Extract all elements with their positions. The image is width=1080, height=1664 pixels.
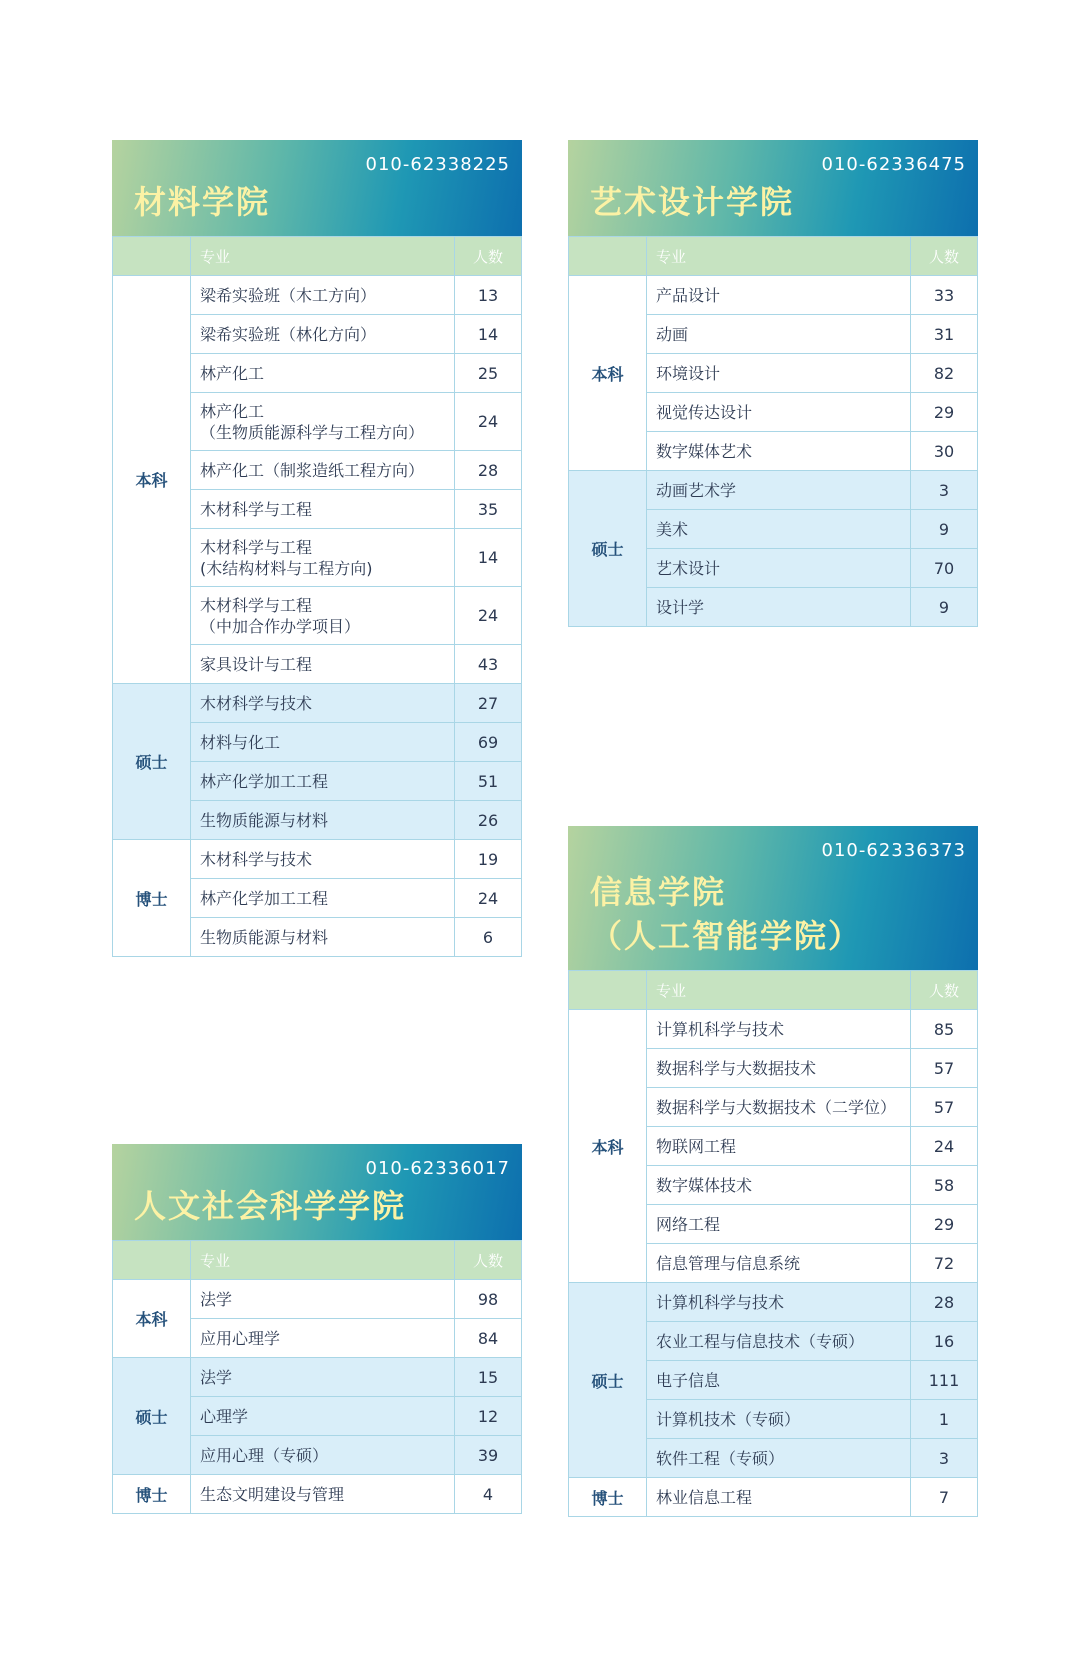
major-name xyxy=(191,1358,455,1397)
table-header-row xyxy=(113,1241,522,1280)
enrollment-count: 29 xyxy=(911,1205,978,1244)
major-name-line: 数字媒体艺术 xyxy=(656,441,753,461)
enrollment-count: 43 xyxy=(455,645,522,684)
enrollment-count: 24 xyxy=(455,879,522,918)
enrollment-count: 24 xyxy=(455,587,522,645)
enrollment-count: 6 xyxy=(455,918,522,957)
major-name-line: 软件工程（专硕） xyxy=(656,1448,785,1468)
major-name xyxy=(191,276,455,315)
major-name-line: 数字媒体技术 xyxy=(656,1175,753,1195)
degree-level: 本科 xyxy=(569,1010,647,1283)
major-name-line: 应用心理学 xyxy=(200,1328,281,1348)
enrollment-count: 84 xyxy=(455,1319,522,1358)
major-name xyxy=(191,840,455,879)
major-name xyxy=(647,1088,911,1127)
header-blank xyxy=(113,1241,191,1280)
table-header-row xyxy=(569,971,978,1010)
enrollment-count: 9 xyxy=(911,510,978,549)
college-phone: 010-62336475 xyxy=(821,154,966,175)
major-name xyxy=(647,1166,911,1205)
major-name-line: 设计学 xyxy=(656,597,705,617)
header-count: 人数 xyxy=(911,971,978,1010)
major-name xyxy=(647,276,911,315)
major-name xyxy=(191,879,455,918)
enrollment-count: 33 xyxy=(911,276,978,315)
major-name xyxy=(647,432,911,471)
enrollment-count: 4 xyxy=(455,1475,522,1514)
header-count: 人数 xyxy=(911,237,978,276)
major-name-line: 数据科学与大数据技术（二学位） xyxy=(656,1097,897,1117)
major-name-line: 心理学 xyxy=(200,1406,249,1426)
enrollment-count: 39 xyxy=(455,1436,522,1475)
major-name-line: (木结构材料与工程方向) xyxy=(200,558,373,578)
enrollment-table xyxy=(112,1240,522,1514)
enrollment-count: 82 xyxy=(911,354,978,393)
college-banner xyxy=(568,826,978,970)
major-name xyxy=(647,1478,911,1517)
major-name xyxy=(647,1127,911,1166)
degree-level: 硕士 xyxy=(569,471,647,627)
major-name-line: 视觉传达设计 xyxy=(656,402,753,422)
enrollment-table xyxy=(568,236,978,627)
major-name-line: 艺术设计 xyxy=(656,558,721,578)
major-name-line: （中加合作办学项目） xyxy=(200,616,361,636)
major-name xyxy=(191,1475,455,1514)
major-name xyxy=(647,588,911,627)
major-name-line: 林业信息工程 xyxy=(656,1487,753,1507)
major-name xyxy=(647,315,911,354)
major-name-line: 数据科学与大数据技术 xyxy=(656,1058,817,1078)
enrollment-count: 9 xyxy=(911,588,978,627)
major-name-line: （生物质能源科学与工程方向） xyxy=(200,422,425,442)
enrollment-count: 25 xyxy=(455,354,522,393)
header-major: 专业 xyxy=(647,971,911,1010)
major-name xyxy=(191,490,455,529)
major-name-line: 计算机技术（专硕） xyxy=(656,1409,801,1429)
table-row xyxy=(113,1280,522,1319)
table-header-row xyxy=(113,237,522,276)
table-row xyxy=(113,1475,522,1514)
enrollment-count: 15 xyxy=(455,1358,522,1397)
enrollment-count: 35 xyxy=(455,490,522,529)
table-row xyxy=(569,1283,978,1322)
table-row xyxy=(113,840,522,879)
enrollment-count: 14 xyxy=(455,529,522,587)
major-name xyxy=(191,918,455,957)
enrollment-count: 3 xyxy=(911,1439,978,1478)
header-major: 专业 xyxy=(191,237,455,276)
enrollment-count: 28 xyxy=(455,451,522,490)
major-name xyxy=(191,354,455,393)
major-name xyxy=(191,684,455,723)
major-name-line: 木材科学与技术 xyxy=(200,849,313,869)
major-name xyxy=(647,1400,911,1439)
major-name-line: 生物质能源与材料 xyxy=(200,810,329,830)
enrollment-count: 24 xyxy=(911,1127,978,1166)
college-name xyxy=(590,870,862,958)
major-name-line: 法学 xyxy=(200,1289,233,1309)
major-name-line: 林产化学加工工程 xyxy=(200,771,329,791)
major-name-line: 电子信息 xyxy=(656,1370,721,1390)
table-row xyxy=(113,1358,522,1397)
table-row xyxy=(113,276,522,315)
college-name-line: 艺术设计学院 xyxy=(590,183,795,221)
enrollment-count: 1 xyxy=(911,1400,978,1439)
college-card-humanities xyxy=(112,1144,522,1514)
college-banner xyxy=(568,140,978,236)
degree-level: 硕士 xyxy=(569,1283,647,1478)
enrollment-count: 111 xyxy=(911,1361,978,1400)
major-name-line: 木材科学与工程 xyxy=(200,499,313,519)
enrollment-count: 3 xyxy=(911,471,978,510)
degree-level: 博士 xyxy=(113,1475,191,1514)
enrollment-count: 26 xyxy=(455,801,522,840)
table-row xyxy=(569,471,978,510)
major-name-line: 网络工程 xyxy=(656,1214,721,1234)
enrollment-count: 72 xyxy=(911,1244,978,1283)
major-name xyxy=(647,1205,911,1244)
college-banner xyxy=(112,140,522,236)
degree-level: 本科 xyxy=(569,276,647,471)
enrollment-count: 7 xyxy=(911,1478,978,1517)
major-name-line: 木材科学与技术 xyxy=(200,693,313,713)
header-major: 专业 xyxy=(647,237,911,276)
major-name xyxy=(647,1322,911,1361)
major-name-line: 物联网工程 xyxy=(656,1136,737,1156)
header-blank xyxy=(113,237,191,276)
degree-level: 本科 xyxy=(113,276,191,684)
major-name-line: 农业工程与信息技术（专硕） xyxy=(656,1331,865,1351)
major-name xyxy=(191,1319,455,1358)
table-header-row xyxy=(569,237,978,276)
college-name xyxy=(590,180,794,224)
enrollment-count: 70 xyxy=(911,549,978,588)
major-name-line: 动画艺术学 xyxy=(656,480,737,500)
major-name xyxy=(191,529,455,587)
enrollment-count: 51 xyxy=(455,762,522,801)
enrollment-count: 57 xyxy=(911,1049,978,1088)
header-count: 人数 xyxy=(455,1241,522,1280)
major-name xyxy=(647,549,911,588)
college-name-line: 信息学院 xyxy=(590,873,727,911)
major-name-line: 林产化学加工工程 xyxy=(200,888,329,908)
header-count: 人数 xyxy=(455,237,522,276)
major-name xyxy=(647,1244,911,1283)
major-name xyxy=(191,801,455,840)
enrollment-count: 13 xyxy=(455,276,522,315)
major-name-line: 梁希实验班（木工方向） xyxy=(200,285,377,305)
table-row xyxy=(569,276,978,315)
college-name-line: 人文社会科学学院 xyxy=(134,1187,407,1225)
major-name xyxy=(191,315,455,354)
major-name-line: 木材科学与工程 xyxy=(200,537,313,557)
major-name xyxy=(191,587,455,645)
college-card-materials xyxy=(112,140,522,957)
enrollment-count: 57 xyxy=(911,1088,978,1127)
enrollment-count: 27 xyxy=(455,684,522,723)
major-name-line: 家具设计与工程 xyxy=(200,654,313,674)
major-name-line: 林产化工 xyxy=(200,401,265,421)
enrollment-count: 85 xyxy=(911,1010,978,1049)
header-major: 专业 xyxy=(191,1241,455,1280)
major-name-line: 环境设计 xyxy=(656,363,721,383)
enrollment-count: 30 xyxy=(911,432,978,471)
degree-level: 博士 xyxy=(113,840,191,957)
major-name xyxy=(647,510,911,549)
college-card-art-design xyxy=(568,140,978,627)
table-row xyxy=(113,684,522,723)
major-name-line: 产品设计 xyxy=(656,285,721,305)
major-name xyxy=(647,1283,911,1322)
major-name-line: 生态文明建设与管理 xyxy=(200,1484,345,1504)
major-name-line: 信息管理与信息系统 xyxy=(656,1253,801,1273)
major-name xyxy=(191,1280,455,1319)
major-name xyxy=(191,393,455,451)
table-row xyxy=(569,1478,978,1517)
table-row xyxy=(569,1010,978,1049)
college-name-line: 材料学院 xyxy=(134,183,271,221)
degree-level: 本科 xyxy=(113,1280,191,1358)
major-name xyxy=(191,645,455,684)
enrollment-table xyxy=(112,236,522,957)
major-name-line: 梁希实验班（林化方向） xyxy=(200,324,377,344)
major-name xyxy=(191,723,455,762)
major-name-line: 美术 xyxy=(656,519,689,539)
major-name-line: 林产化工 xyxy=(200,363,265,383)
enrollment-count: 29 xyxy=(911,393,978,432)
major-name-line: 材料与化工 xyxy=(200,732,281,752)
major-name xyxy=(647,471,911,510)
major-name xyxy=(191,762,455,801)
college-name-subline: （人工智能学院） xyxy=(590,917,863,955)
enrollment-count: 16 xyxy=(911,1322,978,1361)
major-name-line: 计算机科学与技术 xyxy=(656,1292,785,1312)
major-name-line: 计算机科学与技术 xyxy=(656,1019,785,1039)
enrollment-count: 69 xyxy=(455,723,522,762)
college-phone: 010-62336373 xyxy=(821,840,966,861)
enrollment-count: 24 xyxy=(455,393,522,451)
major-name-line: 法学 xyxy=(200,1367,233,1387)
major-name xyxy=(647,393,911,432)
major-name xyxy=(647,1361,911,1400)
major-name-line: 木材科学与工程 xyxy=(200,595,313,615)
college-name xyxy=(134,180,270,224)
major-name-line: 林产化工（制浆造纸工程方向） xyxy=(200,460,425,480)
major-name xyxy=(647,1049,911,1088)
major-name-line: 生物质能源与材料 xyxy=(200,927,329,947)
major-name xyxy=(191,451,455,490)
enrollment-count: 58 xyxy=(911,1166,978,1205)
college-card-information xyxy=(568,826,978,1517)
header-blank xyxy=(569,971,647,1010)
header-blank xyxy=(569,237,647,276)
degree-level: 硕士 xyxy=(113,1358,191,1475)
enrollment-count: 19 xyxy=(455,840,522,879)
enrollment-count: 12 xyxy=(455,1397,522,1436)
enrollment-count: 98 xyxy=(455,1280,522,1319)
degree-level: 博士 xyxy=(569,1478,647,1517)
enrollment-table xyxy=(568,970,978,1517)
major-name xyxy=(191,1397,455,1436)
major-name-line: 动画 xyxy=(656,324,689,344)
major-name xyxy=(647,354,911,393)
major-name xyxy=(191,1436,455,1475)
major-name-line: 应用心理（专硕） xyxy=(200,1445,329,1465)
major-name xyxy=(647,1439,911,1478)
major-name xyxy=(647,1010,911,1049)
enrollment-count: 31 xyxy=(911,315,978,354)
college-phone: 010-62336017 xyxy=(365,1158,510,1179)
college-phone: 010-62338225 xyxy=(365,154,510,175)
degree-level: 硕士 xyxy=(113,684,191,840)
college-banner xyxy=(112,1144,522,1240)
college-name xyxy=(134,1184,406,1228)
enrollment-count: 14 xyxy=(455,315,522,354)
enrollment-count: 28 xyxy=(911,1283,978,1322)
